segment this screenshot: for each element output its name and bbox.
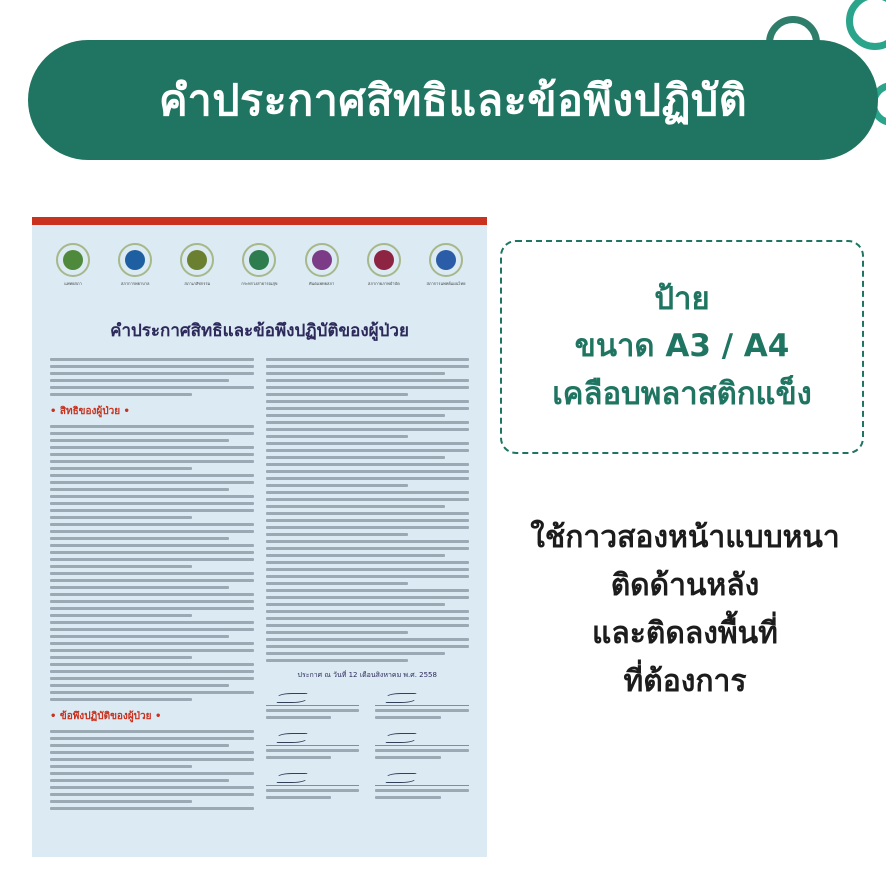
logo-caption: สภาการพยาบาล xyxy=(120,281,150,286)
signature xyxy=(266,731,360,746)
info-finish: เคลือบพลาสติกแข็ง xyxy=(552,375,812,412)
signature xyxy=(375,731,469,746)
logo-item xyxy=(46,243,100,287)
emblem-icon xyxy=(180,243,214,277)
emblem-icon xyxy=(429,243,463,277)
info-label: ป้าย xyxy=(654,280,710,317)
logo-caption: แพทยสภา xyxy=(64,281,82,286)
description-line: ติดด้านหลัง xyxy=(610,568,760,603)
logo-item xyxy=(419,243,473,287)
signature xyxy=(375,771,469,786)
poster-left-column xyxy=(50,358,254,814)
signature-row xyxy=(266,691,470,723)
poster-body xyxy=(32,344,487,814)
signature-row xyxy=(266,731,470,763)
signature xyxy=(266,771,360,786)
emblem-icon xyxy=(367,243,401,277)
section-rights-heading: • สิทธิของผู้ป่วย • xyxy=(50,406,130,417)
logo-item xyxy=(357,243,411,287)
page-title: คำประกาศสิทธิและข้อพึงปฏิบัติ xyxy=(158,76,748,126)
signature xyxy=(375,691,469,706)
poster-right-column xyxy=(266,358,470,814)
logo-strip xyxy=(32,225,487,287)
logo-item xyxy=(108,243,162,287)
logo-caption: กระทรวงสาธารณสุข xyxy=(241,281,278,286)
poster-image xyxy=(32,217,487,857)
signature xyxy=(266,691,360,706)
poster-heading: คำประกาศสิทธิและข้อพึงปฏิบัติของผู้ป่วย xyxy=(110,321,409,341)
poster-date: ประกาศ ณ วันที่ 12 เดือนสิงหาคม พ.ศ. 2558 xyxy=(297,671,437,679)
logo-item xyxy=(232,243,286,287)
signature-row xyxy=(266,771,470,803)
section-duties-heading: • ข้อพึงปฏิบัติของผู้ป่วย • xyxy=(50,711,162,722)
logo-item xyxy=(170,243,224,287)
description-line: ใช้กาวสองหน้าแบบหนา xyxy=(530,520,840,555)
decorative-ring xyxy=(846,0,886,50)
logo-caption: สภาเภสัชกรรม xyxy=(184,281,211,286)
description-line: และติดลงพื้นที่ xyxy=(592,616,778,651)
info-box xyxy=(500,240,864,454)
emblem-icon xyxy=(118,243,152,277)
logo-caption: สภากายภาพบำบัด xyxy=(367,281,400,286)
emblem-icon xyxy=(242,243,276,277)
logo-item xyxy=(295,243,349,287)
info-size: ขนาด A3 / A4 xyxy=(574,328,790,365)
logo-caption: สภาการแพทย์แผนไทย xyxy=(426,281,466,286)
title-banner xyxy=(28,40,878,160)
emblem-icon xyxy=(305,243,339,277)
logo-caption: ทันตแพทยสภา xyxy=(308,281,335,286)
description-line: ที่ต้องการ xyxy=(623,664,747,699)
description xyxy=(500,520,870,700)
emblem-icon xyxy=(56,243,90,277)
